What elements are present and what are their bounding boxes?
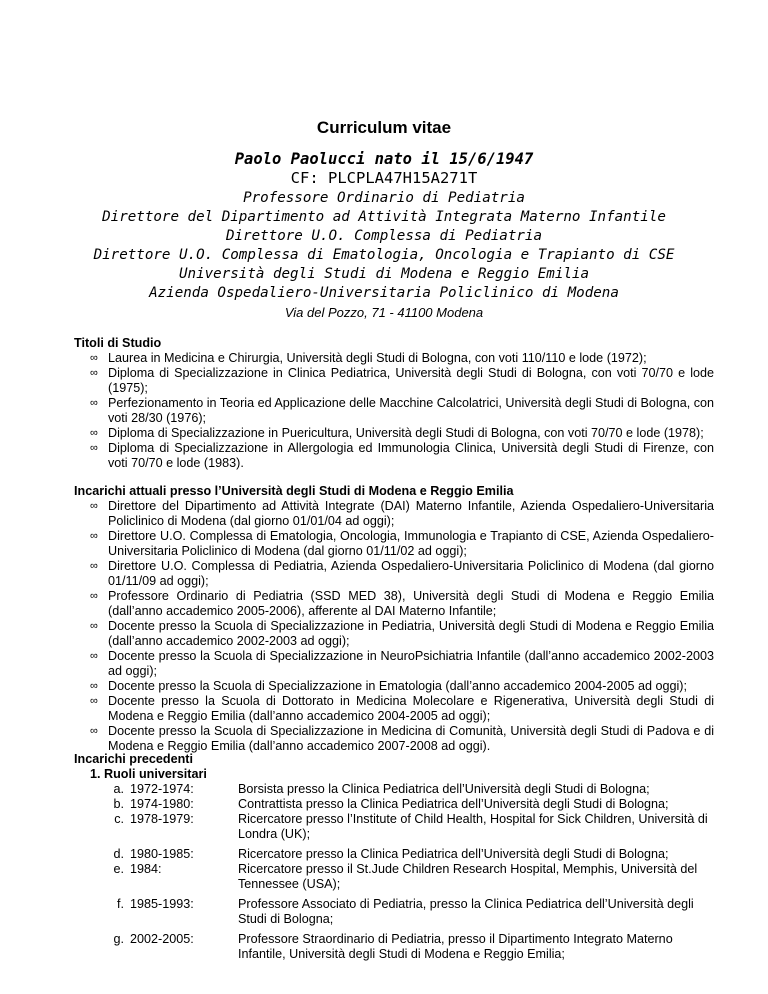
role-line: Professore Ordinario di Pediatria: [243, 190, 525, 206]
list-item: ∞ Docente presso la Scuola di Specializzazione in NeuroPsichiatria Infantile (dall’anno accademico 2002-2003 ad oggi);: [90, 649, 714, 678]
list-item: ∞ Docente presso la Scuola di Dottorato in Medicina Molecolare e Rigenerativa, Università degli Studi di Modena e Reggio Emilia (dall’anno accademico 2004-2005 ad oggi);: [90, 694, 714, 723]
list-item: ∞ Docente presso la Scuola di Specializzazione in Medicina di Comunità, Università degli Studi di Padova e di Modena e Reggio Emilia (dall’anno accademico 2007-2008 ad oggi).: [90, 724, 714, 753]
section-heading: Incarichi precedenti: [74, 752, 193, 766]
titoli-section: [74, 336, 714, 471]
subsection-heading: 1. Ruoli universitari: [90, 767, 207, 781]
section-heading: Incarichi attuali presso l’Università degli Studi di Modena e Reggio Emilia: [74, 484, 514, 498]
list-item: d. 1980-1985: Ricercatore presso la Clinica Pediatrica dell’Università degli Studi di Bologna;: [113, 847, 669, 861]
infinity-bullet-icon: ∞: [90, 397, 98, 409]
role-line: Direttore del Dipartimento ad Attività Integrata Materno Infantile: [102, 209, 666, 225]
attuali-section: [74, 484, 714, 754]
fiscal-code: CF: PLCPLA47H15A271T: [290, 169, 478, 187]
infinity-bullet-icon: ∞: [90, 560, 98, 572]
list-item: c. 1978-1979: Ricercatore presso l’Institute of Child Health, Hospital for Sick Children, Università di Londra (UK);: [114, 812, 708, 841]
titoli-list: [74, 351, 714, 471]
list-item: ∞ Laurea in Medicina e Chirurgia, Università degli Studi di Bologna, con voti 110/110 e lode (1972);: [90, 351, 647, 365]
infinity-bullet-icon: ∞: [90, 442, 98, 454]
list-item: ∞ Perfezionamento in Teoria ed Applicazione delle Macchine Calcolatrici, Università degli Studi di Bologna, con voti 28/30 (1976);: [90, 396, 715, 425]
list-item: ∞ Direttore del Dipartimento ad Attività Integrate (DAI) Materno Infantile, Azienda Ospedaliero-Universitaria Policlinico di Modena (dal giorno 01/01/04 ad oggi);: [90, 499, 714, 528]
address: Via del Pozzo, 71 - 41100 Modena: [284, 305, 484, 320]
roles-list: [104, 782, 714, 962]
role-line: Direttore U.O. Complessa di Ematologia, Oncologia e Trapianto di CSE: [93, 247, 675, 263]
role-line: Azienda Ospedaliero-Universitaria Policlinico di Modena: [149, 285, 619, 301]
infinity-bullet-icon: ∞: [90, 650, 98, 662]
list-item: a. 1972-1974: Borsista presso la Clinica Pediatrica dell’Università degli Studi di Bologna;: [113, 782, 650, 796]
list-item: ∞ Professore Ordinario di Pediatria (SSD MED 38), Università degli Studi di Modena e Reggio Emilia (dall’anno accademico 2005-2006), afferente al DAI Materno Infantile;: [90, 589, 714, 618]
infinity-bullet-icon: ∞: [90, 680, 98, 692]
infinity-bullet-icon: ∞: [90, 695, 98, 707]
list-item: ∞ Direttore U.O. Complessa di Pediatria, Azienda Ospedaliero-Universitaria Policlinico di Modena (dal giorno 01/11/09 ad oggi);: [90, 559, 714, 588]
infinity-bullet-icon: ∞: [90, 352, 98, 364]
attuali-list: [74, 499, 714, 754]
role-line: Direttore U.O. Complessa di Pediatria: [225, 228, 543, 244]
infinity-bullet-icon: ∞: [90, 427, 98, 439]
role-line: Università degli Studi di Modena e Reggio Emilia: [179, 266, 589, 282]
infinity-bullet-icon: ∞: [90, 530, 98, 542]
list-item: f. 1985-1993: Professore Associato di Pediatria, presso la Clinica Pediatrica dell’Università degli Studi di Bologna;: [117, 897, 694, 926]
list-item: ∞ Diploma di Specializzazione in Clinica Pediatrica, Università degli Studi di Bologna, con voti 70/70 e lode (1975);: [90, 366, 714, 395]
infinity-bullet-icon: ∞: [90, 367, 98, 379]
precedenti-section: [74, 752, 714, 962]
list-item: b. 1974-1980: Contrattista presso la Clinica Pediatrica dell’Università degli Studi di Bologna;: [113, 797, 669, 811]
section-heading: Titoli di Studio: [74, 336, 162, 350]
infinity-bullet-icon: ∞: [90, 725, 98, 737]
document-title: Curriculum vitae: [316, 118, 452, 137]
infinity-bullet-icon: ∞: [90, 590, 98, 602]
list-item: ∞ Diploma di Specializzazione in Puericultura, Università degli Studi di Bologna, con voti 70/70 e lode (1978);: [90, 426, 704, 440]
infinity-bullet-icon: ∞: [90, 620, 98, 632]
list-item: ∞ Docente presso la Scuola di Specializzazione in Ematologia (dall’anno accademico 2004-2005 ad oggi);: [90, 679, 687, 693]
list-item: ∞ Docente presso la Scuola di Specializzazione in Pediatria, Università degli Studi di Modena e Reggio Emilia (dall’anno accademico 2002-2003 ad oggi);: [90, 619, 714, 648]
list-item: e. 1984: Ricercatore presso il St.Jude Children Research Hospital, Memphis, Università del Tennessee (USA);: [113, 862, 698, 891]
infinity-bullet-icon: ∞: [90, 500, 98, 512]
list-item: g. 2002-2005: Professore Straordinario di Pediatria, presso il Dipartimento Integrato Materno Infantile, Università degli Studi di Modena e Reggio Emilia;: [113, 932, 673, 961]
list-item: ∞ Diploma di Specializzazione in Allergologia ed Immunologia Clinica, Università degli Studi di Firenze, con voti 70/70 e lode (1983).: [90, 441, 714, 470]
list-item: ∞ Direttore U.O. Complessa di Ematologia, Oncologia, Immunologia e Trapianto di CSE, Azienda Ospedaliero-Universitaria Policlinico di Modena (dal giorno 01/11/02 ad oggi);: [90, 529, 714, 558]
person-name: Paolo Paolucci nato il 15/6/1947: [234, 150, 534, 168]
